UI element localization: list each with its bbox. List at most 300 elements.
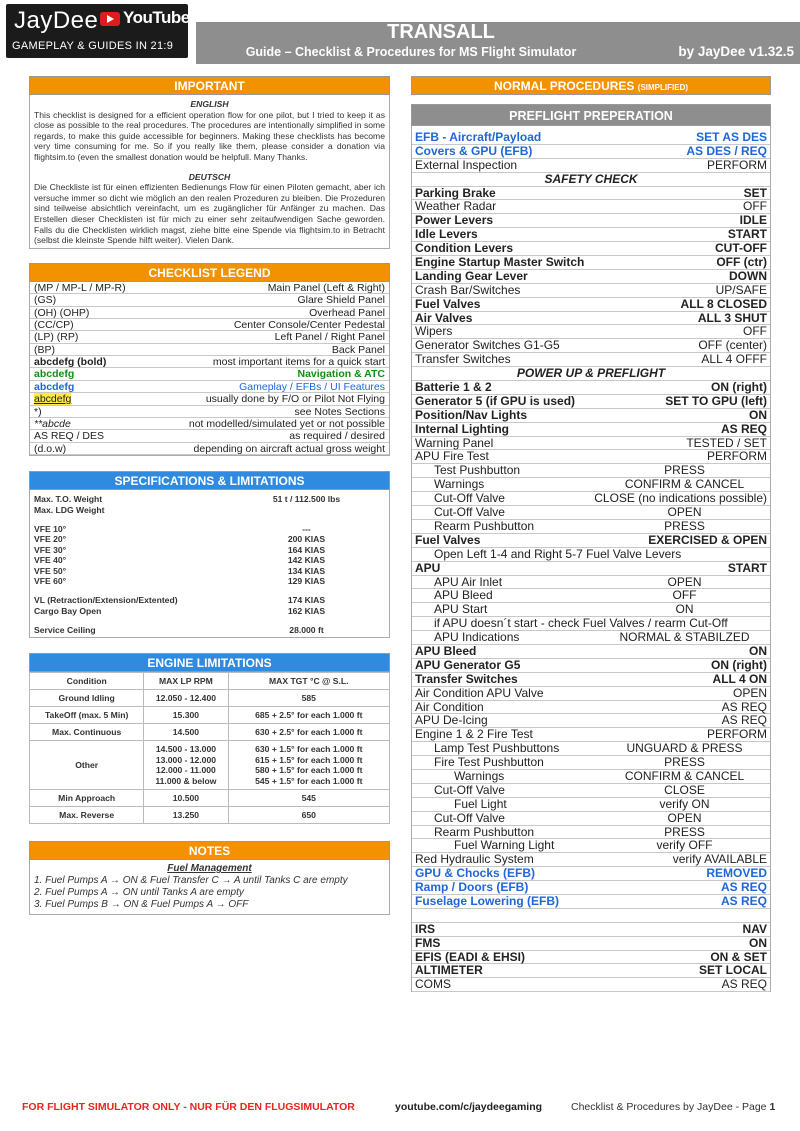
legend-row — [30, 319, 389, 331]
spec-row — [34, 625, 385, 635]
checklist-item — [412, 312, 770, 326]
legend-value: Overhead Panel — [309, 306, 385, 319]
spec-row — [34, 595, 385, 605]
checklist-item-label: APU Bleed — [415, 643, 477, 658]
legend-key: (CC/CP) — [34, 318, 74, 331]
checklist-item — [412, 867, 770, 881]
checklist-item-label: Crash Bar/Switches — [415, 282, 521, 297]
checklist-item-label: Wipers — [415, 324, 453, 339]
checklist-item-label: EFIS (EADI & EHSI) — [415, 949, 526, 964]
engine-row — [30, 790, 390, 807]
engine-rpm: 14.500 — [144, 724, 228, 741]
engine-tgt-line: 580 + 1.5° for each 1.000 ft — [255, 765, 363, 776]
checklist-item-label: Power Levers — [415, 213, 494, 228]
checklist-item — [412, 506, 770, 520]
engine-tgt-line: 545 + 1.5° for each 1.000 ft — [255, 775, 363, 786]
checklist-item — [412, 631, 770, 645]
legend-key: (MP / MP-L / MP-R) — [34, 281, 126, 294]
engine-rpm-line: 13.000 - 12.000 — [155, 754, 217, 765]
checklist-item-label: SAFETY CHECK — [544, 171, 638, 186]
author-version: by JayDee v1.32.5 — [678, 44, 794, 59]
legend-value: most important items for a quick start — [212, 356, 385, 369]
normal-procedures-heading — [411, 76, 771, 95]
legend-row — [30, 393, 389, 405]
specs-list — [29, 490, 390, 638]
legend-key: abcdefg — [34, 380, 75, 393]
checklist-item-value: REMOVED — [706, 866, 767, 881]
legend-value: as required / desired — [289, 430, 385, 443]
checklist-item — [412, 853, 770, 867]
right-column — [411, 76, 771, 992]
checklist-item — [412, 576, 770, 590]
engine-rpm-line: 11.000 & below — [155, 775, 217, 786]
checklist-item — [412, 325, 770, 339]
checklist-item-value: verify OFF — [656, 838, 713, 853]
checklist-item-label: Lamp Test Pushbuttons — [434, 741, 560, 756]
checklist-item-value: OFF — [743, 324, 767, 339]
normal-procedures-simplified: (SIMPLIFIED) — [637, 83, 689, 92]
checklist-item — [412, 812, 770, 826]
checklist-item-value: CUT-OFF — [715, 241, 767, 256]
legend-key: AS REQ / DES — [34, 430, 105, 443]
checklist-item-value: ALL 8 CLOSED — [680, 296, 767, 311]
checklist-item-value: NAV — [742, 921, 767, 936]
checklist-item-value: OFF — [672, 588, 697, 603]
notes-line: 2. Fuel Pumps A → ON until Tanks A are empty — [34, 887, 244, 899]
checklist-item-value: AS REQ — [721, 713, 767, 728]
spec-value: 174 KIAS — [287, 595, 326, 606]
checklist-item-label: APU Generator G5 — [415, 657, 521, 672]
checklist-item — [412, 214, 770, 228]
checklist-item — [412, 603, 770, 617]
footer-youtube-link[interactable]: youtube.com/c/jaydeegaming — [395, 1101, 543, 1113]
engine-condition: Other — [30, 741, 144, 790]
page-subtitle: Guide – Checklist & Procedures for MS Flight Simulator — [245, 45, 577, 59]
checklist-item — [412, 256, 770, 270]
engine-tgt: 650 — [228, 807, 389, 824]
checklist-item-label: Air Valves — [415, 310, 473, 325]
checklist-item-value: SET AS DES — [696, 130, 767, 144]
checklist-item-value: IDLE — [739, 213, 767, 228]
checklist-item-value: TESTED / SET — [686, 435, 767, 450]
checklist-item-label: Generator 5 (if GPU is used) — [415, 393, 576, 408]
checklist-item-value: ON — [749, 407, 767, 422]
checklist-item — [412, 701, 770, 715]
spec-value: 164 KIAS — [287, 544, 326, 555]
checklist-item — [412, 687, 770, 701]
checklist-item-value: CONFIRM & CANCEL — [624, 768, 745, 783]
checklist-item-label: Parking Brake — [415, 185, 496, 200]
engine-rpm — [144, 741, 228, 790]
legend-value: Gameplay / EFBs / UI Features — [239, 380, 385, 393]
engine-rpm: 10.500 — [144, 790, 228, 807]
checklist-item-label: Fuel Light — [454, 796, 507, 811]
checklist-item-value: AS REQ — [720, 880, 767, 895]
engine-tgt: 685 + 2.5° for each 1.000 ft — [228, 707, 389, 724]
checklist-item-value: AS REQ — [721, 977, 767, 992]
engine-limits-table — [29, 672, 390, 824]
checklist-item — [412, 270, 770, 284]
preflight-heading: PREFLIGHT PREPERATION — [411, 104, 771, 126]
checklist-item — [412, 534, 770, 548]
spec-row — [34, 505, 385, 515]
notes-line: 3. Fuel Pumps B → ON & Fuel Pumps A → OFF — [34, 899, 249, 911]
checklist-item-label: Transfer Switches — [415, 352, 511, 367]
spec-key: VFE 30° — [34, 544, 67, 555]
checklist-item-value: CLOSE — [664, 782, 705, 797]
checklist-item-label: External Inspection — [415, 157, 518, 172]
checklist-item-label: Cut-Off Valve — [434, 810, 505, 825]
checklist-item-label: Fuselage Lowering (EFB) — [415, 893, 560, 908]
logo-subtitle: GAMEPLAY & GUIDES IN 21:9 — [12, 40, 174, 52]
legend-key: (BP) — [34, 343, 55, 356]
checklist-item — [412, 714, 770, 728]
checklist-item-value: OFF (ctr) — [716, 255, 767, 270]
checklist-item — [412, 228, 770, 242]
checklist-item-label: EFB - Aircraft/Payload — [415, 130, 542, 144]
checklist-item-value: OFF (center) — [698, 338, 767, 353]
spec-gap — [34, 586, 385, 595]
spec-value: --- — [302, 523, 311, 534]
legend-value: Back Panel — [331, 343, 385, 356]
engine-limits-heading: ENGINE LIMITATIONS — [29, 653, 390, 672]
engine-rpm-line: 12.000 - 11.000 — [156, 765, 216, 776]
spec-key: VFE 40° — [34, 555, 67, 566]
legend-row — [30, 418, 389, 430]
engine-row — [30, 707, 390, 724]
checklist-item-value: ALL 3 SHUT — [697, 310, 767, 325]
checklist-item-label: ALTIMETER — [415, 963, 483, 978]
checklist-item-value: verify ON — [659, 796, 710, 811]
checklist-item-label: Position/Nav Lights — [415, 407, 528, 422]
checklist-item-label: Condition Levers — [415, 241, 514, 256]
spec-key: Service Ceiling — [34, 625, 96, 636]
checklist-item — [412, 298, 770, 312]
checklist-item — [412, 548, 770, 562]
checklist-item — [412, 589, 770, 603]
checklist-item-value: ON & SET — [710, 949, 767, 964]
footer-disclaimer: FOR FLIGHT SIMULATOR ONLY - NUR FÜR DEN FLUGSIMULATOR — [22, 1101, 355, 1113]
checklist-item-label: APU Indications — [434, 630, 520, 645]
normal-procedures-title: NORMAL PROCEDURES — [493, 79, 635, 93]
checklist-item-label: Open Left 1-4 and Right 5-7 Fuel Valve Levers — [434, 546, 682, 561]
checklist-item-label: Engine 1 & 2 Fire Test — [415, 727, 533, 742]
legend-key: **abcde — [34, 418, 71, 431]
spec-value: 28.000 ft — [289, 625, 324, 636]
checklist-item-value: AS REQ — [720, 893, 767, 908]
checklist-item — [412, 964, 770, 978]
checklist-item — [412, 728, 770, 742]
legend-value: not modelled/simulated yet or not possible — [188, 418, 385, 431]
checklist-item — [412, 437, 770, 451]
checklist-item — [412, 784, 770, 798]
engine-rpm: 12.050 - 12.400 — [144, 690, 228, 707]
checklist-item-label: Generator Switches G1-G5 — [415, 338, 560, 353]
checklist-item-label: Test Pushbutton — [434, 463, 521, 478]
checklist-item-value: DOWN — [729, 268, 767, 283]
checklist-item-label: Air Condition APU Valve — [415, 685, 544, 700]
legend-value: Left Panel / Right Panel — [274, 331, 385, 344]
spec-row — [34, 566, 385, 576]
checklist-item — [412, 464, 770, 478]
spec-key: VFE 10° — [34, 523, 67, 534]
checklist-item-label: IRS — [415, 921, 436, 936]
legend-key: abcdefg — [34, 368, 75, 381]
checklist-item-value: EXERCISED & OPEN — [648, 532, 767, 547]
left-column — [29, 76, 390, 915]
spec-row — [34, 606, 385, 616]
legend-key: abcdefg — [34, 393, 72, 406]
checklist-item-label: Batterie 1 & 2 — [415, 380, 492, 395]
spec-value — [234, 505, 379, 515]
engine-tgt-line: 615 + 1.5° for each 1.000 ft — [255, 754, 363, 765]
engine-tgt: 585 — [228, 690, 389, 707]
engine-col-header: Condition — [30, 673, 144, 690]
important-heading: IMPORTANT — [29, 76, 390, 95]
spec-row — [34, 576, 385, 586]
checklist-item-value: UNGUARD & PRESS — [626, 741, 743, 756]
legend-key: (GS) — [34, 294, 57, 307]
checklist-item — [412, 645, 770, 659]
logo-brand: JayDee — [14, 7, 99, 34]
engine-tgt — [228, 741, 389, 790]
checklist-item-label: Cut-Off Valve — [434, 782, 505, 797]
checklist-item-label: APU Fire Test — [415, 449, 489, 464]
spec-key: VFE 50° — [34, 565, 67, 576]
legend-row — [30, 307, 389, 319]
checklist-item — [412, 381, 770, 395]
checklist-item-label: Idle Levers — [415, 227, 478, 242]
checklist-item-label: Warnings — [454, 768, 505, 783]
checklist-item-value: AS REQ — [720, 421, 767, 436]
spec-key: Max. T.O. Weight — [34, 494, 103, 505]
checklist-item-label: Fuel Warning Light — [454, 838, 555, 853]
legend-value: Center Console/Center Pedestal — [233, 318, 385, 331]
checklist-item-label: Internal Lighting — [415, 421, 509, 436]
checklist-item-label: Rearm Pushbutton — [434, 824, 535, 839]
checklist-item-label: Landing Gear Lever — [415, 268, 528, 283]
spec-value: 162 KIAS — [287, 605, 326, 616]
checklist-item-value: ON — [749, 935, 767, 950]
checklist-item-value: SET TO GPU (left) — [665, 393, 767, 408]
spec-key: VFE 20° — [34, 534, 67, 545]
checklist-item-label: FMS — [415, 935, 441, 950]
engine-row — [30, 807, 390, 824]
footer-page-info — [571, 1101, 775, 1113]
checklist-item-value: ON — [675, 602, 694, 617]
legend-list — [29, 282, 390, 456]
legend-row — [30, 406, 389, 418]
legend-row — [30, 368, 389, 380]
spec-value: 51 t / 112.500 lbs — [272, 494, 341, 505]
checklist-item-value: OPEN — [667, 574, 702, 589]
notes-subheading: Fuel Management — [167, 863, 252, 875]
legend-row — [30, 381, 389, 393]
spec-row — [34, 494, 385, 504]
engine-rpm: 15.300 — [144, 707, 228, 724]
engine-tgt: 545 — [228, 790, 389, 807]
legend-key: abcdefg (bold) — [34, 356, 107, 369]
checklist-item-value: ALL 4 OFFF — [701, 352, 767, 367]
checklist-item-label: Fire Test Pushbutton — [434, 755, 544, 770]
engine-tgt: 630 + 2.5° for each 1.000 ft — [228, 724, 389, 741]
engine-header-row — [30, 673, 390, 690]
engine-row — [30, 741, 390, 790]
engine-tgt-line: 630 + 1.5° for each 1.000 ft — [255, 744, 363, 755]
legend-value: see Notes Sections — [294, 405, 385, 418]
specs-heading: SPECIFICATIONS & LIMITATIONS — [29, 471, 390, 490]
checklist-item-value: PRESS — [664, 755, 705, 770]
checklist-item-value: AS DES / REQ — [686, 143, 767, 158]
checklist-item-label: Cut-Off Valve — [434, 505, 505, 520]
footer-page-label: Checklist & Procedures by JayDee - Page — [571, 1101, 770, 1113]
engine-condition: Max. Continuous — [30, 724, 144, 741]
checklist-item — [412, 159, 770, 173]
checklist-item — [412, 339, 770, 353]
checklist-item — [412, 770, 770, 784]
checklist-item-label: Fuel Valves — [415, 296, 481, 311]
checklist-item-label: Warnings — [434, 477, 485, 492]
german-text: Die Checkliste ist für einen effizienten Bedienungs Flow für einen Piloten gemacht, aber ich versuche immer so dicht wie möglich an den realen Prozeduren zu bleiben. Die Prozeduren sind teilweise absichtlich vereinfacht, um es zugänglicher für Anfänger zu machen. Das Erstellen dieser Checklisten ist für mich zu einer sehr zeitaufwendigen Sache geworden. Falls du die Checklisten wirklich magst, ziehe bitte eine Spende via flightsim.to in Betracht (selbst die kleinste Spende hilft weiter). Vielen Dank. — [34, 182, 385, 246]
checklist-item-label: Ramp / Doors (EFB) — [415, 880, 529, 895]
checklist-item — [412, 367, 770, 381]
legend-row — [30, 356, 389, 368]
notes-line: 1. Fuel Pumps A → ON & Fuel Transfer C → A until Tanks C are empty — [34, 875, 348, 887]
notes-box — [29, 860, 390, 915]
notes-heading: NOTES — [29, 841, 390, 860]
checklist-item-label: GPU & Chocks (EFB) — [415, 866, 536, 881]
checklist-item — [412, 284, 770, 298]
engine-col-header: MAX LP RPM — [144, 673, 228, 690]
german-heading: DEUTSCH — [188, 171, 231, 182]
checklist-item-label: APU Bleed — [434, 588, 493, 603]
spec-gap — [34, 616, 385, 625]
checklist-item — [412, 173, 770, 187]
jaydee-logo — [6, 4, 188, 58]
checklist-item — [412, 923, 770, 937]
legend-row — [30, 282, 389, 294]
legend-row — [30, 344, 389, 356]
legend-value: Navigation & ATC — [297, 368, 385, 381]
checklist-item — [412, 742, 770, 756]
checklist-item-label: APU — [415, 560, 441, 575]
engine-rpm: 13.250 — [144, 807, 228, 824]
checklist-item-value: CONFIRM & CANCEL — [624, 477, 745, 492]
checklist-item-value: START — [727, 227, 767, 242]
legend-value: Glare Shield Panel — [297, 294, 385, 307]
checklist-item-value: AS REQ — [721, 699, 767, 714]
checklist-item-value: PERFORM — [707, 727, 767, 742]
checklist-item — [412, 617, 770, 631]
spec-value: 134 KIAS — [287, 565, 326, 576]
logo-youtube: YouTube — [123, 8, 190, 27]
checklist-item-value: ON (right) — [711, 657, 767, 672]
checklist-item-label: Red Hydraulic System — [415, 852, 534, 867]
youtube-play-icon — [100, 12, 120, 26]
checklist-item — [412, 478, 770, 492]
spec-value: 200 KIAS — [287, 534, 326, 545]
checklist-item-value: OPEN — [732, 685, 767, 700]
checklist-item-value: PRESS — [664, 518, 705, 533]
checklist-item — [412, 200, 770, 214]
checklist-item-label: APU Start — [434, 602, 488, 617]
checklist-spacer — [412, 909, 770, 923]
legend-key: *) — [34, 405, 42, 418]
engine-row — [30, 724, 390, 741]
checklist-item — [412, 839, 770, 853]
checklist-item — [412, 242, 770, 256]
spec-key: Max. LDG Weight — [34, 504, 105, 515]
engine-col-header: MAX TGT °C @ S.L. — [228, 673, 389, 690]
checklist-item-label: APU De-Icing — [415, 713, 488, 728]
checklist-item-value: OFF — [743, 199, 767, 214]
checklist-item-label: Fuel Valves — [415, 532, 481, 547]
legend-heading: CHECKLIST LEGEND — [29, 263, 390, 282]
important-box — [29, 95, 390, 249]
checklist-item-label: Engine Startup Master Switch — [415, 255, 585, 270]
checklist-item — [412, 826, 770, 840]
engine-condition: Min Approach — [30, 790, 144, 807]
checklist-item-value: SET — [743, 185, 767, 200]
english-heading: ENGLISH — [190, 99, 229, 109]
checklist-item-label: Weather Radar — [415, 199, 497, 214]
checklist-item — [412, 409, 770, 423]
legend-row — [30, 294, 389, 306]
checklist-item-value: ON — [749, 643, 767, 658]
checklist-item-label: Cut-Off Valve — [434, 491, 505, 506]
checklist-item — [412, 978, 770, 992]
legend-row — [30, 430, 389, 442]
checklist-item-label: COMS — [415, 977, 451, 992]
checklist-item-value: SET LOCAL — [699, 963, 767, 978]
checklist-item — [412, 881, 770, 895]
checklist-item — [412, 145, 770, 159]
checklist-item — [412, 353, 770, 367]
spec-row — [34, 534, 385, 544]
legend-value: depending on aircraft actual gross weight — [193, 442, 385, 455]
checklist-item-label: Air Condition — [415, 699, 484, 714]
checklist-item — [412, 798, 770, 812]
checklist-item-label: if APU doesn´t start - check Fuel Valves / rearm Cut-Off — [434, 616, 728, 631]
checklist-item — [412, 395, 770, 409]
checklist-item-value: UP/SAFE — [715, 282, 767, 297]
checklist-item-label: Transfer Switches — [415, 671, 518, 686]
spec-value: 142 KIAS — [287, 555, 326, 566]
checklist-item-value: PERFORM — [707, 449, 767, 464]
checklist-item — [412, 492, 770, 506]
engine-row — [30, 690, 390, 707]
checklist-item-value: CLOSE (no indications possible) — [594, 491, 767, 506]
checklist-item-value: START — [727, 560, 767, 575]
checklist-item-label: POWER UP & PREFLIGHT — [516, 366, 666, 381]
checklist-item — [412, 131, 770, 145]
checklist-item — [412, 951, 770, 965]
checklist-item-value: PRESS — [664, 824, 705, 839]
legend-row — [30, 443, 389, 455]
legend-value: usually done by F/O or Pilot Not Flying — [205, 393, 385, 406]
engine-condition: Ground Idling — [30, 690, 144, 707]
checklist-item-label: Rearm Pushbutton — [434, 518, 535, 533]
spec-key: VFE 60° — [34, 575, 67, 586]
checklist-item — [412, 673, 770, 687]
legend-key: (LP) (RP) — [34, 331, 79, 344]
checklist-item-value: PERFORM — [707, 157, 767, 172]
checklist-item — [412, 659, 770, 673]
checklist-item — [412, 895, 770, 909]
spec-key: Cargo Bay Open — [34, 605, 102, 616]
legend-key: (d.o.w) — [34, 442, 67, 455]
checklist-item-value: ON (right) — [711, 380, 767, 395]
